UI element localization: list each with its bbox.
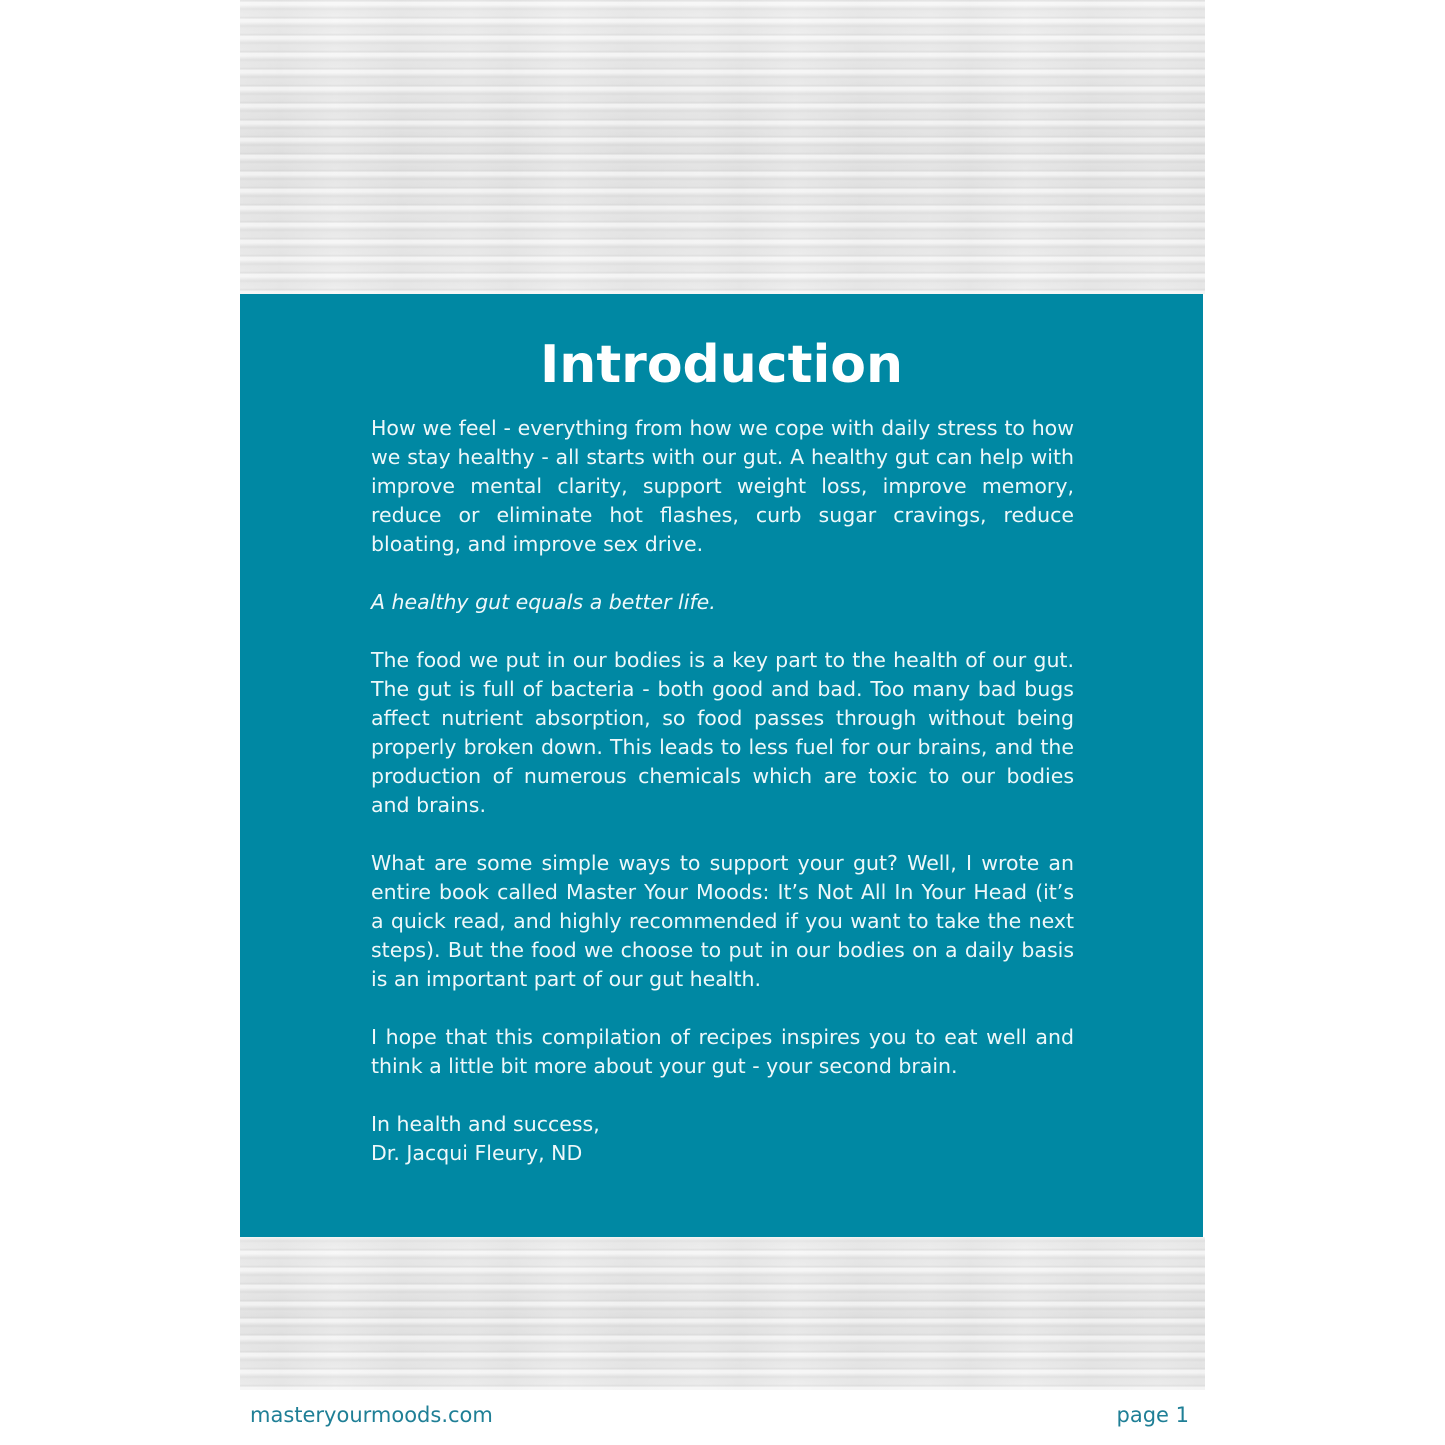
paragraph-recipes: I hope that this compilation of recipes inspires you to eat well and think a little bit more about your gut - your second brain. (371, 1025, 1074, 1078)
signature: Dr. Jacqui Fleury, ND (371, 1141, 583, 1165)
document-page (240, 0, 1205, 1445)
page-title: Introduction (539, 335, 904, 395)
paragraph-tagline: A healthy gut equals a better life. (371, 590, 716, 614)
footer-page-number: page 1 (1116, 1403, 1189, 1427)
closing-line: In health and success, (371, 1112, 600, 1136)
paragraph-gut-health: How we feel - everything from how we cope with daily stress to how we stay healthy - all starts with our gut. A healthy gut can help with improve mental clarity, support weight loss, improve memory, reduce or eliminate hot flashes, curb sugar cravings, reduce bloating, and improve sex drive. (371, 416, 1074, 556)
paragraph-book: What are some simple ways to support your gut? Well, I wrote an entire book called Master Your Moods: It’s Not All In Your Head (it’s a quick read, and highly recommended if you want to take the next steps). But the food we choose to put in our bodies on a daily basis is an important part of our gut health. (371, 851, 1074, 991)
wood-texture-footer (240, 1237, 1205, 1390)
intro-body (371, 414, 1074, 1168)
wood-texture-header (240, 0, 1205, 294)
footer-website: masteryourmoods.com (250, 1403, 493, 1427)
paragraph-food-bacteria: The food we put in our bodies is a key part to the health of our gut. The gut is full of bacteria - both good and bad. Too many bad bugs affect nutrient absorption, so food passes through without being properly broken down. This leads to less fuel for our brains, and the production of numerous chemicals which are toxic to our bodies and brains. (371, 648, 1074, 817)
